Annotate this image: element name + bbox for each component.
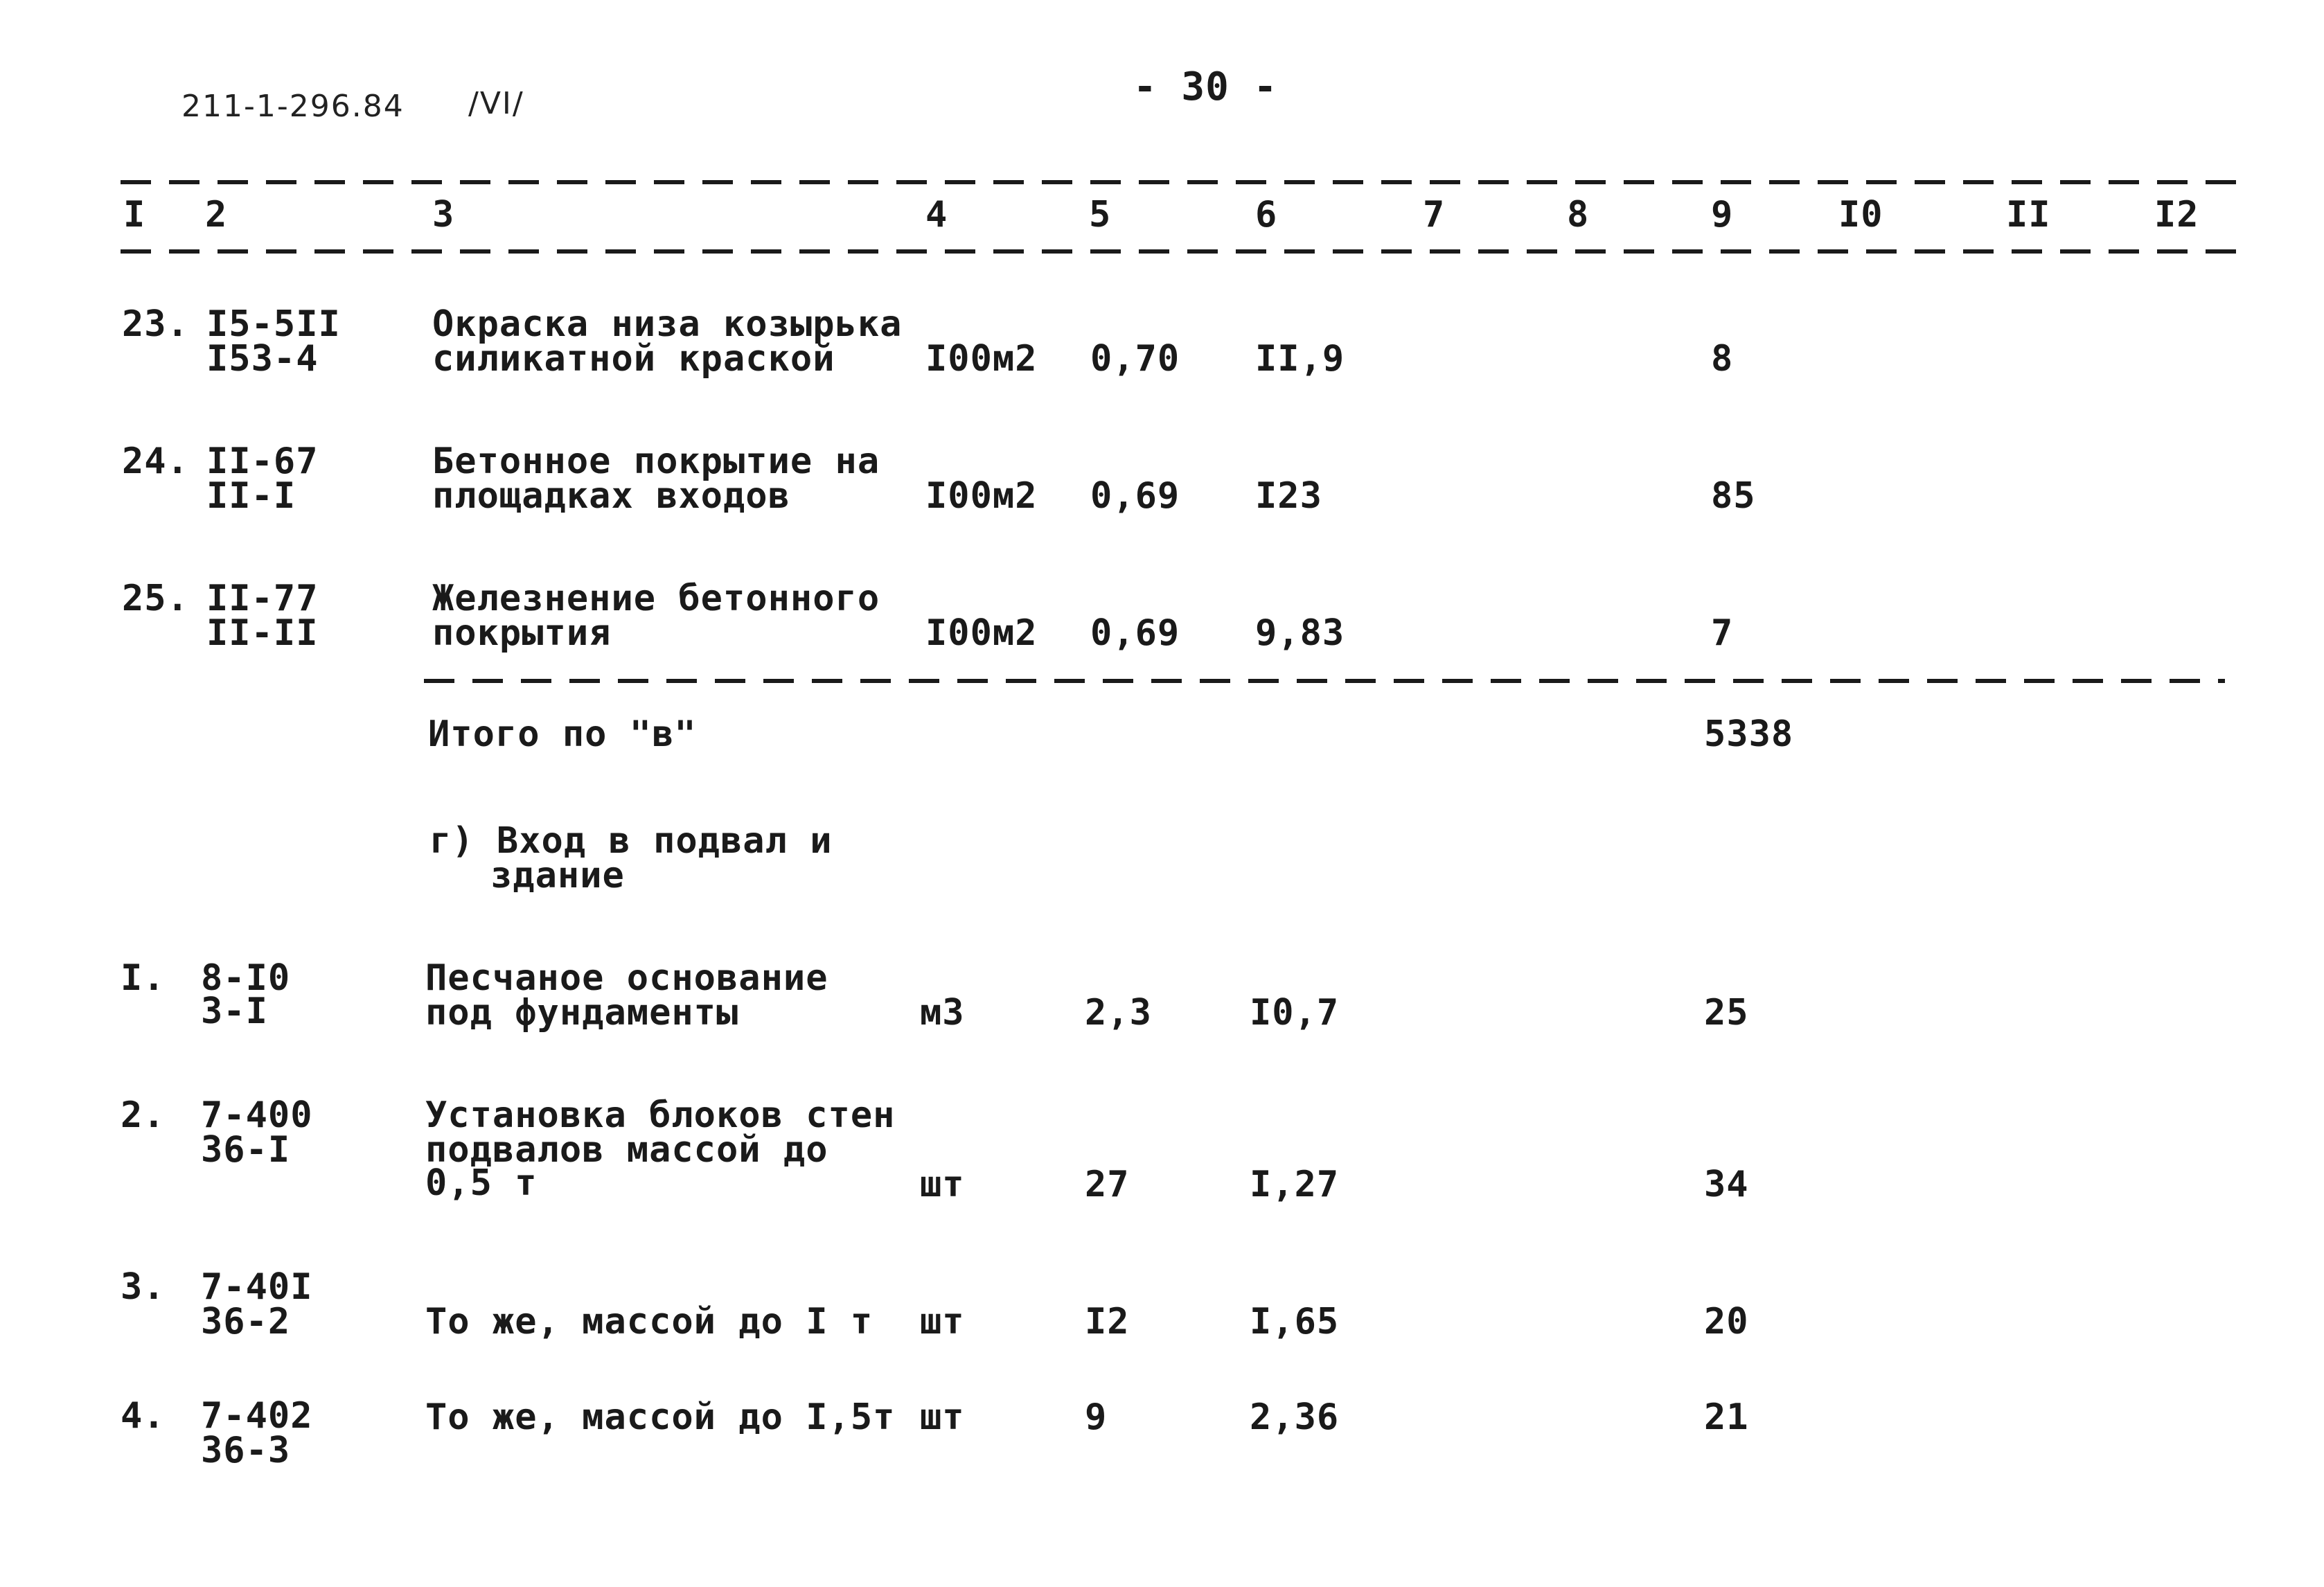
quantity: 0,70 (1090, 338, 1180, 380)
rate-code: 7-400 (201, 1094, 313, 1136)
rate-code-sub: 36-3 (201, 1430, 291, 1471)
column-header-4: 4 (925, 194, 948, 236)
page-number: - 30 - (1133, 64, 1278, 109)
unit-price: I0,7 (1250, 992, 1340, 1034)
column-header-7: 7 (1423, 194, 1446, 236)
work-description: Бетонное покрытие на (432, 441, 880, 482)
rate-code: II-77 (206, 578, 319, 619)
rate-code-sub: II-II (206, 612, 319, 654)
row-number: 24. (122, 441, 189, 482)
column-header-8: 8 (1567, 194, 1590, 236)
work-description-line2: силикатной краской (432, 338, 835, 380)
unit-price: 2,36 (1250, 1397, 1340, 1438)
row-number: I. (121, 957, 166, 999)
total-cost: 8 (1711, 338, 1734, 380)
unit-price: I23 (1255, 475, 1322, 517)
unit: шт (920, 1301, 965, 1342)
total-cost: 25 (1704, 992, 1749, 1034)
work-description-line3: 0,5 т (425, 1162, 538, 1204)
section-heading: г) Вход в подвал и (429, 820, 833, 862)
rate-code: 7-40I (201, 1266, 313, 1308)
rate-code-sub: 36-I (201, 1129, 291, 1171)
unit: I00м2 (925, 612, 1038, 654)
row-number: 4. (121, 1395, 166, 1437)
unit: I00м2 (925, 338, 1038, 380)
work-description-line2: покрытия (432, 612, 612, 654)
column-header-5: 5 (1089, 194, 1112, 236)
work-description: Установка блоков стен (425, 1094, 896, 1136)
rate-code-sub: II-I (206, 475, 296, 517)
column-header-3: 3 (432, 194, 455, 236)
quantity: I2 (1085, 1301, 1130, 1342)
column-header-11: II (2006, 194, 2051, 236)
total-cost: 7 (1711, 612, 1734, 654)
work-description: То же, массой до I,5т (425, 1397, 896, 1438)
work-description: Железнение бетонного (432, 578, 880, 619)
rate-code: 8-I0 (201, 957, 291, 999)
quantity: 9 (1085, 1397, 1108, 1438)
rate-code-sub: 3-I (201, 991, 268, 1032)
subtotal-rule (424, 679, 2225, 683)
rate-code: II-67 (206, 441, 319, 482)
row-number: 23. (122, 303, 189, 345)
section-heading-line2: здание (490, 855, 625, 896)
unit-price: I,65 (1250, 1301, 1340, 1342)
work-description-line2: площадках входов (432, 475, 790, 517)
row-number: 3. (121, 1266, 166, 1308)
header-top-rule (121, 180, 2240, 184)
column-header-1: I (123, 194, 146, 236)
total-cost: 85 (1711, 475, 1756, 517)
quantity: 2,3 (1085, 992, 1152, 1034)
total-cost: 21 (1704, 1397, 1749, 1438)
total-cost: 20 (1704, 1301, 1749, 1342)
column-header-10: I0 (1838, 194, 1883, 236)
column-header-2: 2 (205, 194, 228, 236)
rate-code: I5-5II (206, 303, 341, 345)
rate-code-sub: 36-2 (201, 1301, 291, 1342)
quantity: 0,69 (1090, 612, 1180, 654)
work-description-line2: под фундаменты (425, 992, 739, 1034)
unit: шт (920, 1164, 965, 1205)
unit-price: I,27 (1250, 1164, 1340, 1205)
unit-price: 9,83 (1255, 612, 1345, 654)
column-header-9: 9 (1711, 194, 1734, 236)
row-number: 25. (122, 578, 189, 619)
subtotal-value: 5338 (1704, 713, 1794, 755)
quantity: 0,69 (1090, 475, 1180, 517)
unit: I00м2 (925, 475, 1038, 517)
column-header-6: 6 (1255, 194, 1278, 236)
quantity: 27 (1085, 1164, 1130, 1205)
unit-price: II,9 (1255, 338, 1345, 380)
row-number: 2. (121, 1094, 166, 1136)
unit: шт (920, 1397, 965, 1438)
rate-code: 7-402 (201, 1395, 313, 1437)
rate-code-sub: I53-4 (206, 338, 319, 380)
subtotal-label: Итого по "в" (428, 713, 697, 755)
work-description: Окраска низа козырька (432, 303, 903, 345)
column-header-12: I2 (2154, 194, 2199, 236)
document-code: 211-1-296.84 (181, 89, 405, 124)
total-cost: 34 (1704, 1164, 1749, 1205)
work-description: То же, массой до I т (425, 1301, 873, 1342)
work-description-line2: подвалов массой до (425, 1129, 828, 1171)
work-description: Песчаное основание (425, 957, 828, 999)
unit: м3 (920, 992, 965, 1034)
header-bottom-rule (121, 249, 2240, 254)
document-sheet: /VI/ (468, 86, 524, 121)
